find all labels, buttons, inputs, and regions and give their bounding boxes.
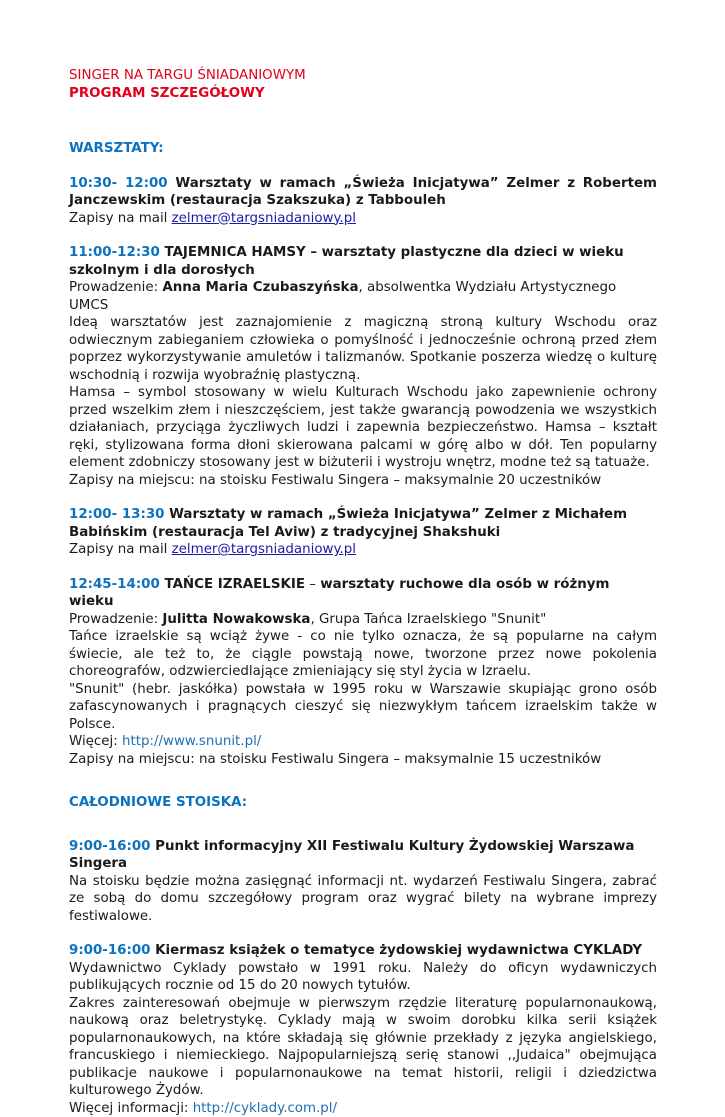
lead-label: Prowadzenie: xyxy=(69,280,162,295)
workshop-2-heading xyxy=(69,244,657,279)
lead-name: Julitta Nowakowska xyxy=(162,612,310,627)
workshop-3-title: Warsztaty w ramach „Świeża Inicjatywa” Zelmer z Michałem Babińskim (restauracja Tel Aviw) z tradycyjnej Shakshuki xyxy=(69,507,627,540)
workshop-4-website-link[interactable]: http://www.snunit.pl/ xyxy=(122,734,261,749)
lead-name: Anna Maria Czubaszyńska xyxy=(162,280,358,295)
signup-label: Zapisy na mail xyxy=(69,211,172,226)
workshop-4-heading xyxy=(69,576,657,611)
workshop-4-paragraph-1: Tańce izraelskie są wciąż żywe - co nie tylko oznacza, że są popularne na całym świecie, ale też to, że ciągle powstają nowe, tworzone przez nowe pokolenia choreografów, odzwierciedlające zmieniający się styl życia w Izraelu. xyxy=(69,628,657,681)
stand-2-title: Kiermasz książek o tematyce żydowskiej wydawnictwa CYKLADY xyxy=(151,943,643,958)
workshop-4-time: 12:45-14:00 xyxy=(69,577,160,592)
section-heading-stands: CAŁODNIOWE STOISKA: xyxy=(69,794,657,812)
workshop-2-time: 11:00-12:30 xyxy=(69,245,160,260)
workshop-4-lead xyxy=(69,611,657,629)
stand-1-paragraph: Na stoisku będzie można zasięgnąć informacji nt. wydarzeń Festiwalu Singera, zabrać ze sobą do domu szczegółowy program oraz wygrać bilety na wybrane imprezy festiwalowe. xyxy=(69,873,657,926)
workshop-3-heading xyxy=(69,506,657,541)
workshop-2-paragraph-2: Hamsa – symbol stosowany w wielu Kulturach Wschodu jako zapewnienie ochrony przed wszelkim złem i nieszczęściem, jest także gwarancją powodzenia we wszystkich działaniach, przyciąga życzliwych ludzi i zapewnia bezpieczeństwo. Hamsa – kształt ręki, stylizowana forma dłoni skierowana palcami w górę albo w dół. Ten popularny element zdobniczy stosowany jest w biżuterii i wystroju wnętrz, modne też są tatuaże. xyxy=(69,384,657,472)
workshop-1-title: Warsztaty w ramach „Świeża Inicjatywa” Zelmer z Robertem Janczewskim (restauracja Szakszuka) z Tabbouleh xyxy=(69,176,657,209)
document-subtitle: PROGRAM SZCZEGÓŁOWY xyxy=(69,85,657,103)
signup-label: Zapisy na mail xyxy=(69,542,172,557)
document-title: SINGER NA TARGU ŚNIADANIOWYM xyxy=(69,67,657,85)
workshop-4-subtitle: warsztaty ruchowe dla osób w różnym wieku xyxy=(69,577,609,610)
stand-1-time: 9:00-16:00 xyxy=(69,839,151,854)
workshop-3-signup xyxy=(69,541,657,559)
workshop-2-lead xyxy=(69,279,657,314)
stand-1-title: Punkt informacyjny XII Festiwalu Kultury Żydowskiej Warszawa Singera xyxy=(69,839,634,872)
workshop-4-title: TAŃCE IZRAELSKIE xyxy=(160,577,305,592)
more-label: Więcej informacji: xyxy=(69,1101,193,1116)
stand-2-heading xyxy=(69,942,657,960)
stand-2-paragraph-1: Wydawnictwo Cyklady powstało w 1991 roku. Należy do oficyn wydawniczych publikujących rocznie od 15 do 20 nowych tytułów. xyxy=(69,960,657,995)
workshop-1-signup xyxy=(69,210,657,228)
stand-1-heading xyxy=(69,838,657,873)
stand-2-paragraph-2: Zakres zainteresowań obejmuje w pierwszym rzędzie literaturę popularnonaukową, naukową oraz beletrystykę. Cyklady mają w swoim dorobku kilka serii książek popularnonaukowych, na które składają się głównie przekłady z języka angielskiego, francuskiego i niemieckiego. Najpopularniejszą serię stanowi ,,Judaica" obejmująca publikacje naukowe i popularnonaukowe na temat historii, religii i dziedzictwa kulturowego Żydów. xyxy=(69,995,657,1100)
workshop-3-time: 12:00- 13:30 xyxy=(69,507,164,522)
stand-2-website-link[interactable]: http://cyklady.com.pl/ xyxy=(193,1101,337,1116)
section-heading-workshops: WARSZTATY: xyxy=(69,140,657,158)
workshop-4-paragraph-2: "Snunit" (hebr. jaskółka) powstała w 1995 roku w Warszawie skupiając grono osób zafascynowanych i pragnących cieszyć się niezwykłym tańcem izraelskim także w Polsce. xyxy=(69,681,657,734)
workshop-4-signup: Zapisy na miejscu: na stoisku Festiwalu Singera – maksymalnie 15 uczestników xyxy=(69,751,657,769)
workshop-1-email-link[interactable]: zelmer@targsniadaniowy.pl xyxy=(172,211,356,226)
lead-affiliation: , Grupa Tańca Izraelskiego "Snunit" xyxy=(310,612,546,627)
workshop-2-title: TAJEMNICA HAMSY – warsztaty plastyczne dla dzieci w wieku szkolnym i dla dorosłych xyxy=(69,245,624,278)
workshop-1-heading xyxy=(69,175,657,210)
workshop-4-more xyxy=(69,733,657,751)
workshop-4-title-dash: – xyxy=(305,577,320,592)
lead-affiliation: , absolwentka Wydziału Artystycznego UMCS xyxy=(69,280,616,313)
workshop-2-paragraph-1: Ideą warsztatów jest zaznajomienie z magiczną stroną kultury Wschodu oraz odwiecznym zabieganiem człowieka o pomyślność i jednocześnie ochroną przed złem poprzez wykorzystywanie amuletów i talizmanów. Spotkanie poszerza wiedzę o kulturę wschodnią i rozwija wyobraźnię plastyczną. xyxy=(69,314,657,384)
document-page xyxy=(69,67,657,1117)
workshop-1-time: 10:30- 12:00 xyxy=(69,176,168,191)
lead-label: Prowadzenie: xyxy=(69,612,162,627)
stand-2-time: 9:00-16:00 xyxy=(69,943,151,958)
workshop-3-email-link[interactable]: zelmer@targsniadaniowy.pl xyxy=(172,542,356,557)
workshop-2-signup: Zapisy na miejscu: na stoisku Festiwalu Singera – maksymalnie 20 uczestników xyxy=(69,472,657,490)
more-label: Więcej: xyxy=(69,734,122,749)
stand-2-more xyxy=(69,1100,657,1117)
